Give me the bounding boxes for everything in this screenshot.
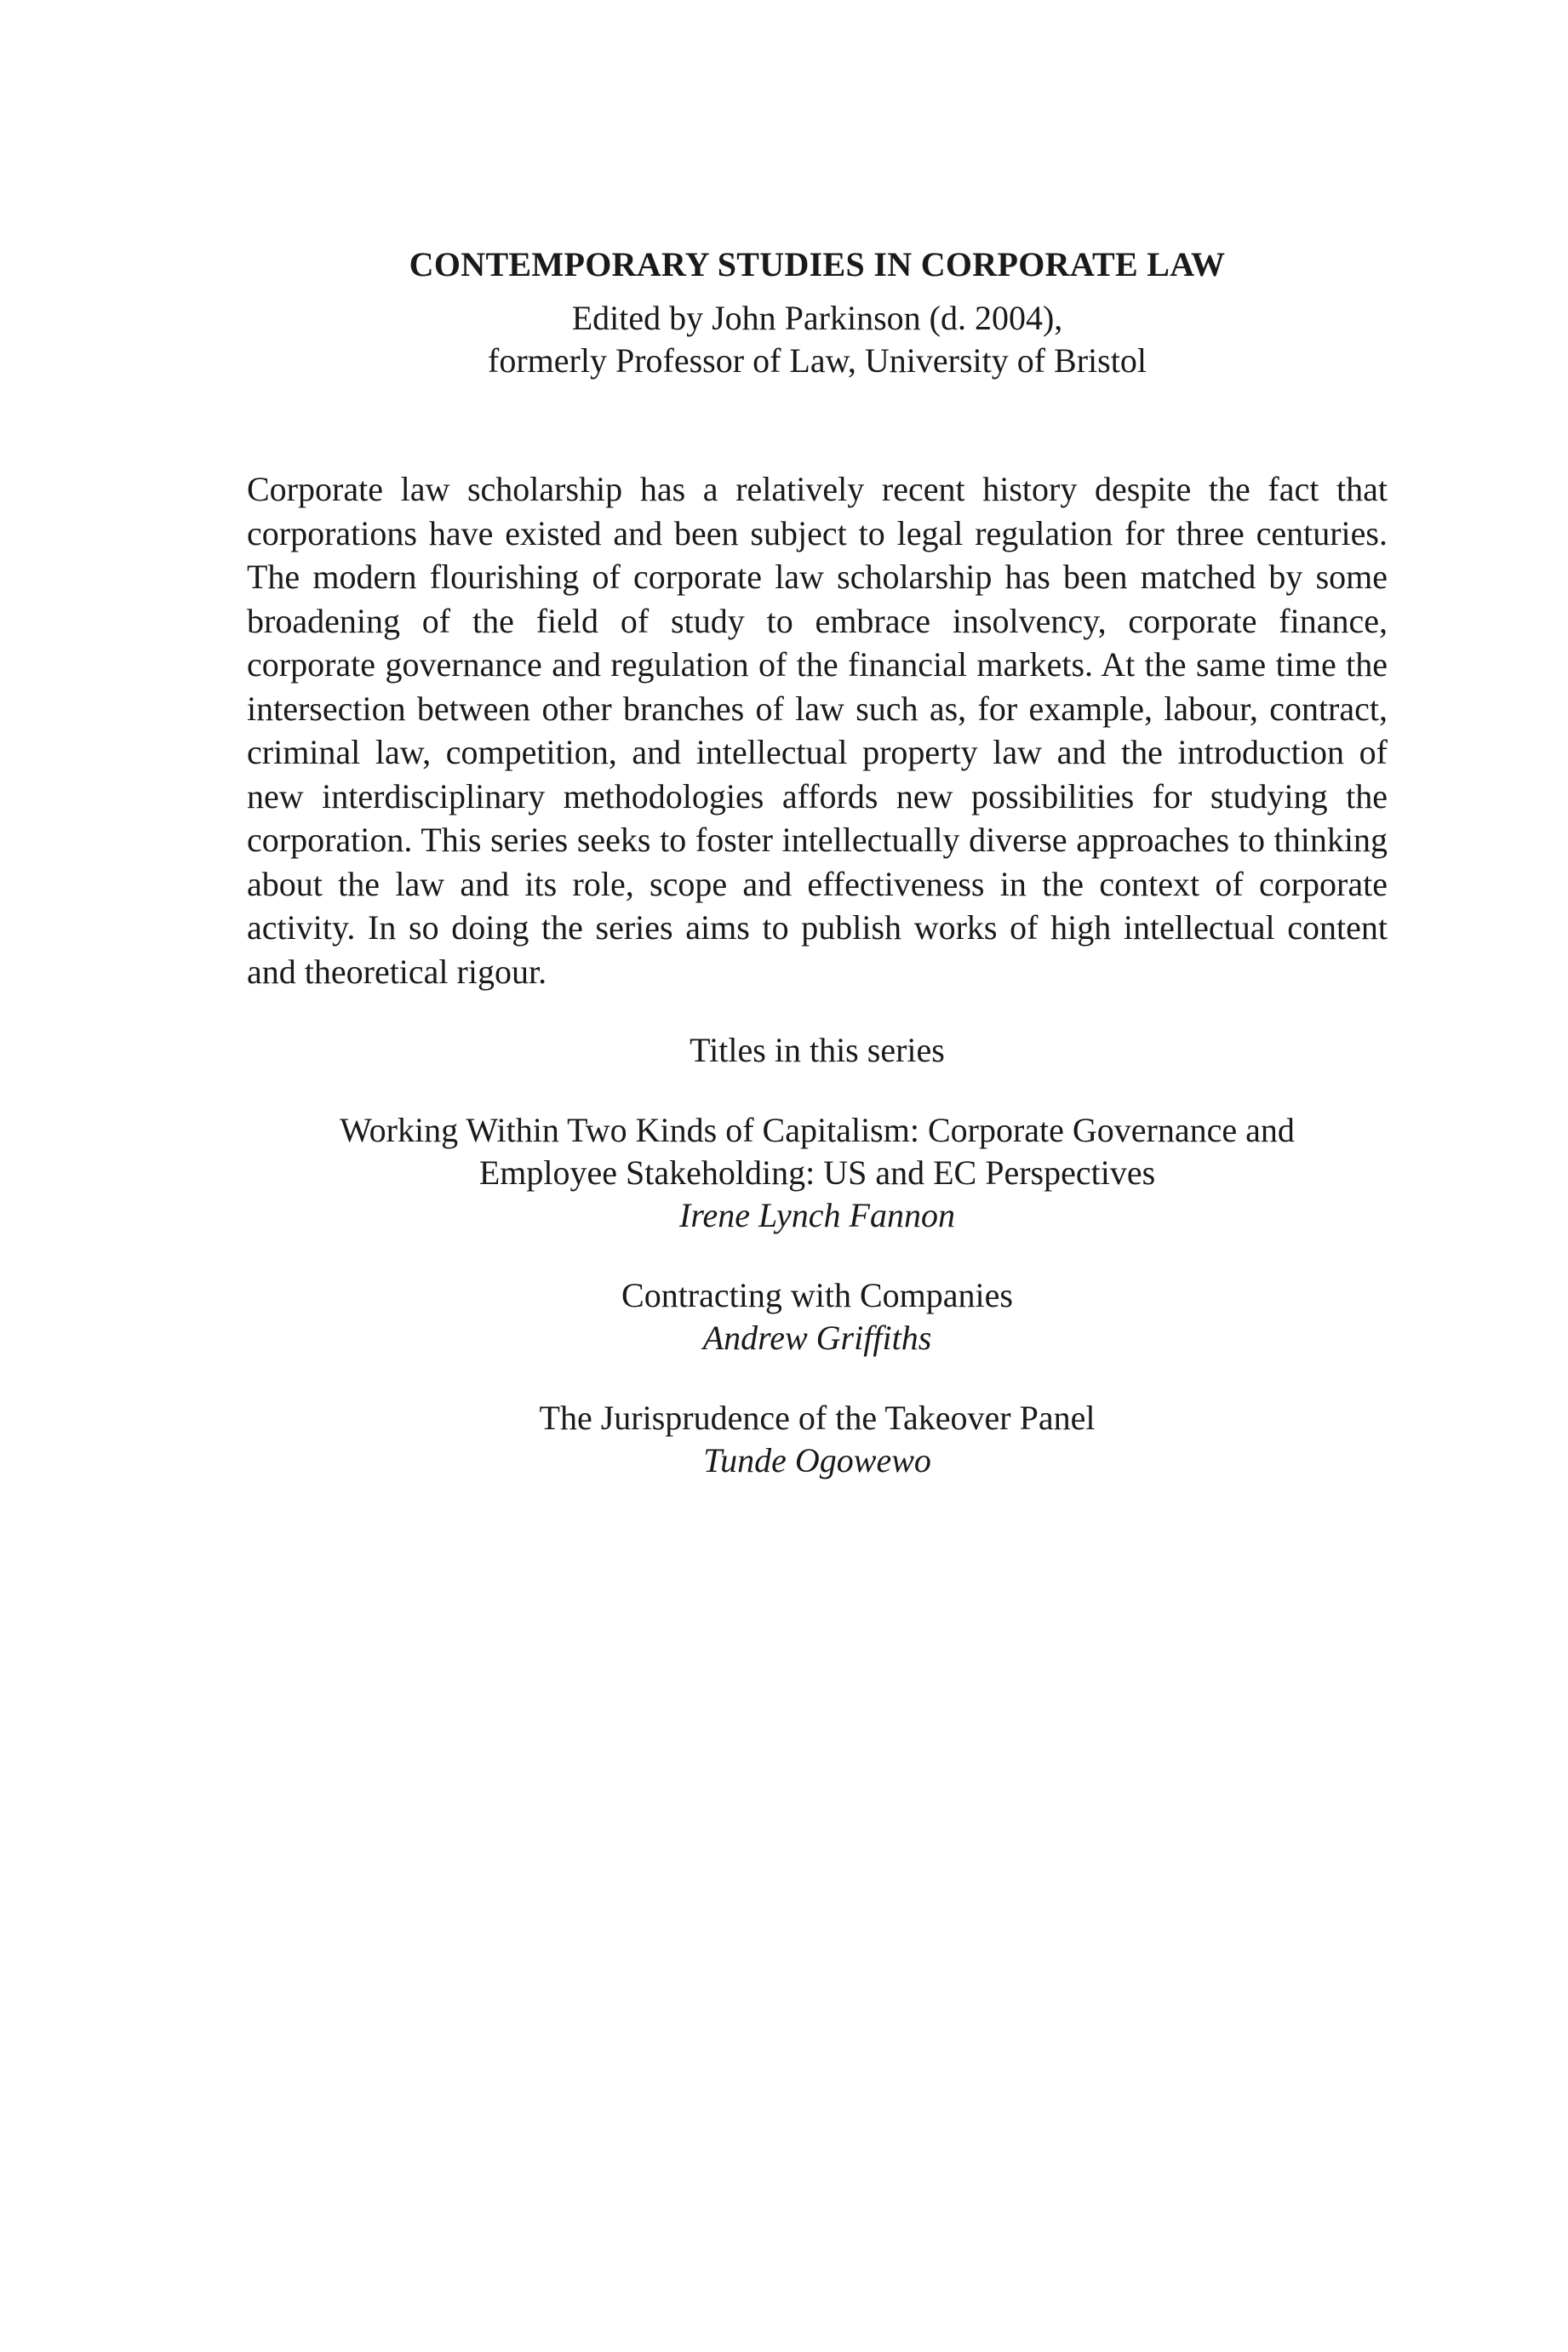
series-description: Corporate law scholarship has a relatively recent history despite the fact that corporations have existed and been subject to legal regulation for three centuries. The modern flourishing of corporate law scholarship has been matched by some broadening of the field of study to embrace insolvency, corporate finance, corporate governance and regulation of the financial markets. At the same time the intersection between other branches of law such as, for example, labour, contract, criminal law, competition, and intellectual property law and the introduction of new interdisciplinary methodologies affords new possibilities for studying the corporation. This series seeks to foster intellectually diverse approaches to thinking about the law and its role, scope and effectiveness in the context of corporate activity. In so doing the series aims to publish works of high intellectual content and theoretical rigour. — [247, 470, 1388, 991]
series-page — [247, 243, 1388, 1482]
editor-affiliation-line: formerly Professor of Law, University of Bristol — [488, 341, 1147, 380]
series-title: CONTEMPORARY STUDIES IN CORPORATE LAW — [409, 245, 1226, 283]
book-entry — [247, 1397, 1388, 1482]
book-entry — [247, 1274, 1388, 1359]
editor-line: Edited by John Parkinson (d. 2004), — [571, 299, 1063, 337]
titles-heading: Titles in this series — [690, 1031, 945, 1069]
book-author: Irene Lynch Fannon — [679, 1196, 955, 1234]
book-title: Working Within Two Kinds of Capitalism: Corporate Governance and — [340, 1111, 1295, 1149]
series-editor — [247, 297, 1388, 382]
book-author: Andrew Griffiths — [702, 1319, 932, 1357]
book-title: Contracting with Companies — [621, 1276, 1013, 1314]
book-title: The Jurisprudence of the Takeover Panel — [539, 1399, 1096, 1437]
book-title-continued: Employee Stakeholding: US and EC Perspectives — [478, 1153, 1156, 1192]
book-author: Tunde Ogowewo — [703, 1441, 931, 1479]
book-entry — [247, 1109, 1388, 1237]
